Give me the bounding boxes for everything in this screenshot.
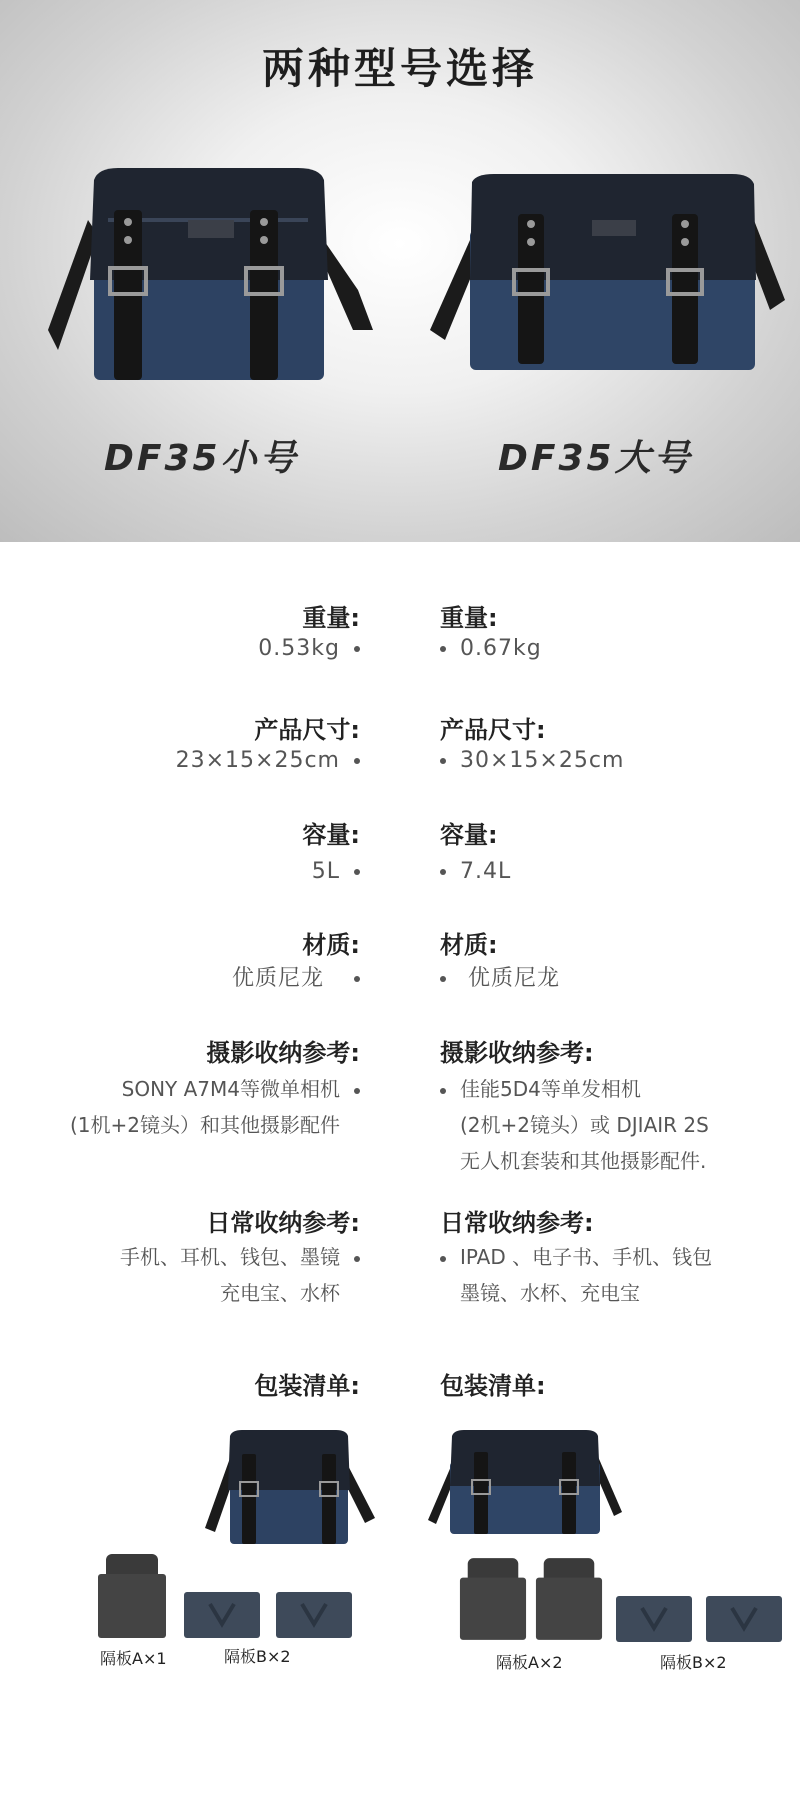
large-bag-image [420, 170, 790, 380]
page-title: 两种型号选择 [261, 44, 538, 93]
daily-small-line-1: 手机、耳机、钱包、墨镜 [120, 1245, 340, 1269]
weight-label-large: 重量: [440, 604, 498, 632]
package-small-bag-image [200, 1428, 380, 1548]
photo-large-line-1: 佳能5D4等单发相机 [460, 1077, 641, 1101]
material-label-small: 材质: [302, 931, 360, 959]
photo-label-large: 摄影收纳参考: [440, 1039, 594, 1067]
photo-large-line-2: (2机+2镜头）或 DJIAIR 2S [460, 1113, 709, 1137]
photo-label-small: 摄影收纳参考: [206, 1039, 360, 1067]
size-small-value: 23×15×25cm [175, 748, 340, 773]
bullet-icon [354, 976, 360, 982]
photo-large-line-3: 无人机套装和其他摄影配件. [460, 1149, 707, 1173]
hero-banner [0, 0, 800, 542]
material-label-large: 材质: [440, 931, 498, 959]
partition-a-icon [534, 1556, 604, 1642]
weight-label-small: 重量: [302, 604, 360, 632]
large-partition-b-label: 隔板B×2 [660, 1653, 727, 1672]
partition-b-icon [182, 1590, 262, 1640]
bullet-icon [354, 646, 360, 652]
size-label-small: 产品尺寸: [254, 716, 360, 744]
material-small-value: 优质尼龙 [231, 966, 324, 991]
small-partition-a-label: 隔板A×1 [100, 1649, 167, 1668]
partition-a-icon [96, 1552, 168, 1640]
capacity-small-value: 5L [311, 859, 340, 884]
photo-small-line-2: (1机+2镜头）和其他摄影配件 [69, 1113, 340, 1137]
size-label-large: 产品尺寸: [440, 716, 546, 744]
photo-small-line-1: SONY A7M4等微单相机 [121, 1077, 340, 1101]
small-model-label: DF35小号 [104, 438, 299, 479]
bullet-icon [354, 758, 360, 764]
weight-small-value: 0.53kg [258, 636, 340, 661]
bullet-icon [440, 976, 446, 982]
daily-large-line-1: IPAD 、电子书、手机、钱包 [460, 1245, 713, 1269]
daily-label-large: 日常收纳参考: [440, 1209, 594, 1237]
capacity-label-small: 容量: [302, 821, 360, 849]
bullet-icon [440, 1088, 446, 1094]
bullet-icon [354, 869, 360, 875]
partition-b-icon [704, 1594, 784, 1644]
package-label-small: 包装清单: [254, 1372, 360, 1400]
daily-small-line-2: 充电宝、水杯 [220, 1281, 340, 1305]
partition-a-icon [458, 1556, 528, 1642]
bullet-icon [440, 1256, 446, 1262]
partition-b-icon [614, 1594, 694, 1644]
daily-label-small: 日常收纳参考: [206, 1209, 360, 1237]
bullet-icon [354, 1088, 360, 1094]
large-partition-a-label: 隔板A×2 [496, 1653, 563, 1672]
bullet-icon [440, 869, 446, 875]
bullet-icon [440, 646, 446, 652]
large-model-label: DF35大号 [498, 438, 693, 479]
bullet-icon [440, 758, 446, 764]
size-large-value: 30×15×25cm [460, 748, 625, 773]
partition-b-icon [274, 1590, 354, 1640]
small-partition-b-label: 隔板B×2 [224, 1647, 291, 1666]
capacity-label-large: 容量: [440, 821, 498, 849]
small-bag-image [28, 160, 388, 390]
package-large-bag-image [424, 1428, 624, 1538]
package-label-large: 包装清单: [440, 1372, 546, 1400]
material-large-value: 优质尼龙 [468, 966, 561, 991]
daily-large-line-2: 墨镜、水杯、充电宝 [460, 1281, 640, 1305]
bullet-icon [354, 1256, 360, 1262]
weight-large-value: 0.67kg [460, 636, 542, 661]
capacity-large-value: 7.4L [460, 859, 512, 884]
